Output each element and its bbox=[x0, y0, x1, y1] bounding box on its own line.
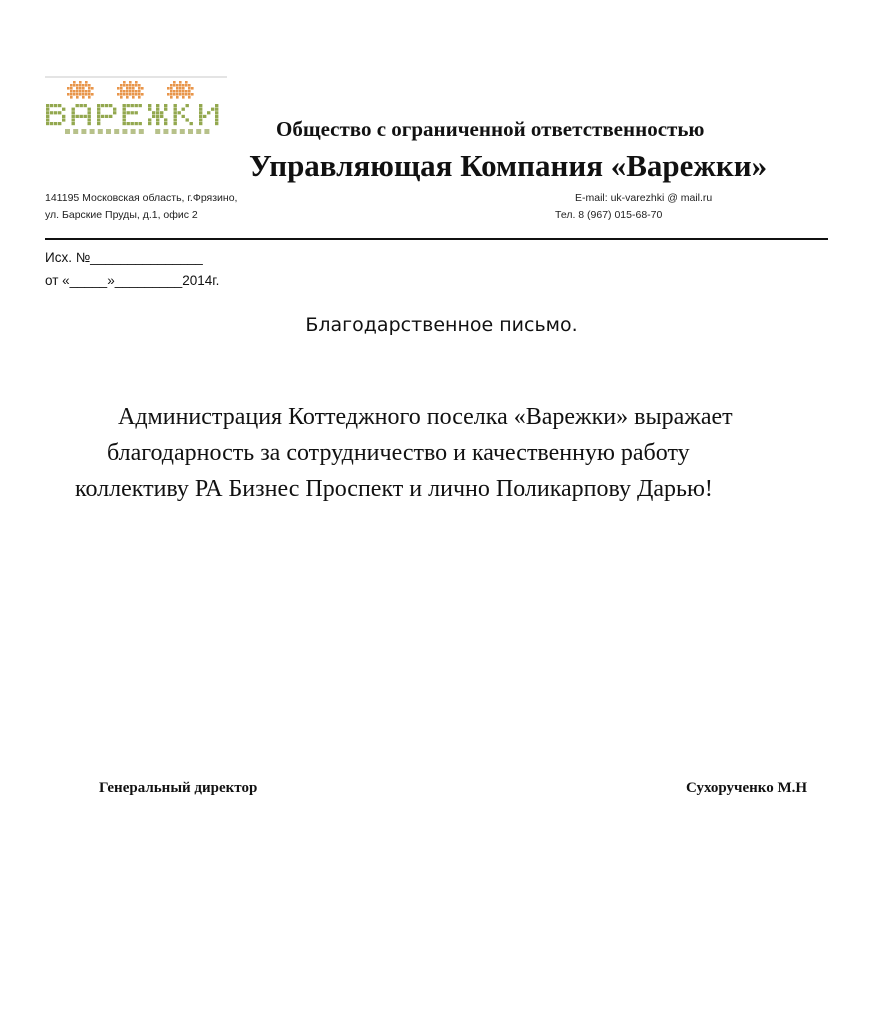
address-line-2: ул. Барские Пруды, д.1, офис 2 bbox=[45, 209, 198, 221]
header-divider bbox=[45, 238, 828, 240]
company-logo bbox=[45, 76, 227, 138]
letter-title-text: Благодарственное письмо. bbox=[305, 314, 578, 336]
letter-body-line-1: Администрация Коттеджного поселка «Варежки» выражает bbox=[118, 404, 733, 430]
signatory-name: Сухорученко М.Н bbox=[686, 780, 808, 796]
outgoing-number: Исх. №_______________ bbox=[45, 250, 203, 265]
letter-body-line-2: благодарность за сотрудничество и качественную работу bbox=[107, 440, 690, 466]
letter-title bbox=[0, 314, 883, 336]
org-name: Управляющая Компания «Варежки» bbox=[249, 148, 768, 183]
address-line-1: 141195 Московская область, г.Фрязино, bbox=[45, 192, 238, 204]
contact-email: E-mail: uk-varezhki @ mail.ru bbox=[575, 192, 713, 204]
outgoing-date: от «_____»_________2014г. bbox=[45, 273, 220, 288]
org-legal-form: Общество с ограниченной ответственностью bbox=[276, 117, 705, 141]
contact-phone: Тел. 8 (967) 015-68-70 bbox=[555, 209, 663, 221]
signatory-role: Генеральный директор bbox=[99, 780, 258, 796]
knitted-pattern-logo-icon bbox=[45, 76, 227, 138]
letter-body-line-3: коллективу РА Бизнес Проспект и лично Поликарпову Дарью! bbox=[75, 476, 713, 502]
